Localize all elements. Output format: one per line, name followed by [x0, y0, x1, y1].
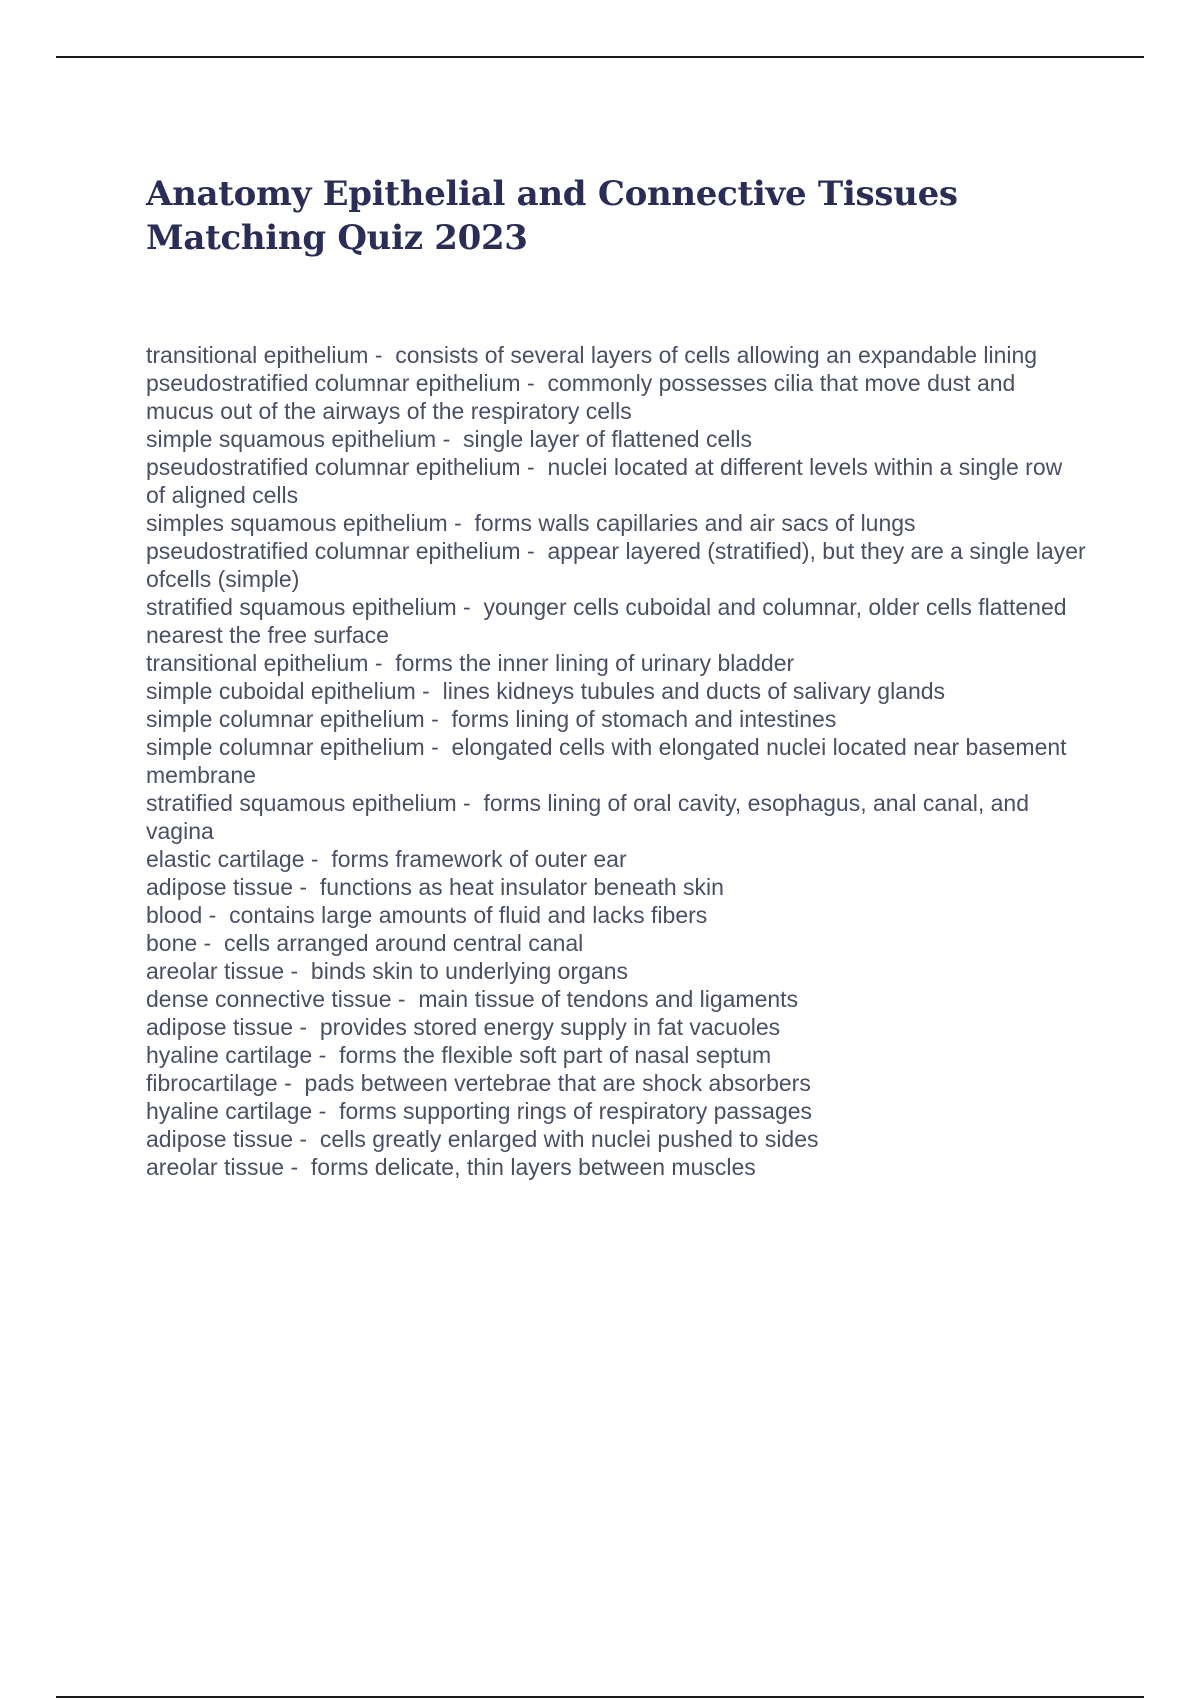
definition: contains large amounts of fluid and lacks fibers — [229, 902, 708, 928]
term: adipose tissue — [146, 1014, 294, 1040]
definition: forms walls capillaries and air sacs of lungs — [474, 510, 916, 536]
definition: main tissue of tendons and ligaments — [418, 986, 799, 1012]
list-item — [146, 1153, 1086, 1181]
list-item — [146, 1069, 1086, 1097]
separator: - — [202, 902, 230, 928]
definition: consists of several layers of cells allowing an expandable lining — [395, 342, 1038, 368]
definition: nuclei located at different levels within a single row of aligned cells — [146, 454, 1063, 508]
definition: pads between vertebrae that are shock absorbers — [304, 1070, 811, 1096]
term: hyaline cartilage — [146, 1098, 313, 1124]
definition: younger cells cuboidal and columnar, older cells flattened nearest the free surface — [146, 594, 1067, 648]
term: simple columnar epithelium — [146, 706, 425, 732]
list-item — [146, 593, 1086, 649]
definition: provides stored energy supply in fat vacuoles — [319, 1014, 781, 1040]
list-item — [146, 957, 1086, 985]
list-item — [146, 341, 1086, 369]
separator: - — [520, 370, 548, 396]
list-item — [146, 789, 1086, 845]
separator: - — [284, 1154, 311, 1180]
definition: lines kidneys tubules and ducts of salivary glands — [442, 678, 946, 704]
separator: - — [312, 1042, 340, 1068]
list-item — [146, 929, 1086, 957]
list-item — [146, 901, 1086, 929]
list-item — [146, 985, 1086, 1013]
definition: forms lining of oral cavity, esophagus, anal canal, and vagina — [146, 790, 1030, 844]
separator: - — [447, 510, 475, 536]
term: transitional epithelium — [146, 342, 369, 368]
list-item — [146, 1013, 1086, 1041]
term: simple squamous epithelium — [146, 426, 437, 452]
top-rule — [56, 56, 1144, 58]
definition: single layer of flattened cells — [463, 426, 752, 452]
term: fibrocartilage — [146, 1070, 278, 1096]
term: pseudostratified columnar epithelium — [146, 454, 521, 480]
list-item — [146, 677, 1086, 705]
definition: forms the flexible soft part of nasal septum — [339, 1042, 772, 1068]
separator: - — [293, 874, 320, 900]
definition: elongated cells with elongated nuclei located near basement membrane — [146, 734, 1067, 788]
separator: - — [312, 1098, 340, 1124]
list-item — [146, 1041, 1086, 1069]
term: simples squamous epithelium — [146, 510, 448, 536]
term: transitional epithelium — [146, 650, 369, 676]
separator: - — [520, 538, 548, 564]
definition: appear layered (stratified), but they are a single layer ofcells (simple) — [146, 538, 1086, 592]
list-item — [146, 705, 1086, 733]
term: simple columnar epithelium — [146, 734, 425, 760]
definition: binds skin to underlying organs — [310, 958, 629, 984]
definition: forms lining of stomach and intestines — [451, 706, 837, 732]
separator: - — [520, 454, 548, 480]
term: adipose tissue — [146, 1126, 294, 1152]
definition: cells greatly enlarged with nuclei pushed to sides — [319, 1126, 819, 1152]
separator: - — [197, 930, 225, 956]
separator: - — [284, 958, 311, 984]
separator: - — [368, 342, 396, 368]
list-item — [146, 369, 1086, 425]
separator: - — [415, 678, 443, 704]
term: pseudostratified columnar epithelium — [146, 370, 521, 396]
separator: - — [293, 1126, 320, 1152]
term: simple cuboidal epithelium — [146, 678, 416, 704]
document-title: Anatomy Epithelial and Connective Tissues Matching Quiz 2023 — [146, 174, 958, 258]
list-item — [146, 873, 1086, 901]
term: bone — [146, 930, 198, 956]
term: areolar tissue — [146, 1154, 285, 1180]
term: dense connective tissue — [146, 986, 392, 1012]
term: stratified squamous epithelium — [146, 594, 457, 620]
term: pseudostratified columnar epithelium — [146, 538, 521, 564]
list-item — [146, 733, 1086, 789]
definition: forms delicate, thin layers between muscles — [310, 1154, 756, 1180]
term: areolar tissue — [146, 958, 285, 984]
separator: - — [436, 426, 464, 452]
term: blood — [146, 902, 203, 928]
term: adipose tissue — [146, 874, 294, 900]
separator: - — [456, 594, 484, 620]
term: elastic cartilage — [146, 846, 305, 872]
separator: - — [391, 986, 419, 1012]
separator: - — [424, 734, 452, 760]
list-item — [146, 649, 1086, 677]
list-item — [146, 509, 1086, 537]
definition: cells arranged around central canal — [224, 930, 584, 956]
separator: - — [424, 706, 452, 732]
definition: functions as heat insulator beneath skin — [319, 874, 724, 900]
separator: - — [304, 846, 332, 872]
term: hyaline cartilage — [146, 1042, 313, 1068]
separator: - — [456, 790, 484, 816]
separator: - — [277, 1070, 305, 1096]
definition: forms supporting rings of respiratory passages — [339, 1098, 813, 1124]
term-definition-list — [146, 341, 1086, 1181]
list-item — [146, 425, 1086, 453]
list-item — [146, 1097, 1086, 1125]
definition: forms the inner lining of urinary bladder — [395, 650, 795, 676]
separator: - — [368, 650, 396, 676]
list-item — [146, 845, 1086, 873]
list-item — [146, 1125, 1086, 1153]
term: stratified squamous epithelium — [146, 790, 457, 816]
separator: - — [293, 1014, 320, 1040]
bottom-rule — [56, 1696, 1144, 1698]
list-item — [146, 537, 1086, 593]
definition: forms framework of outer ear — [331, 846, 627, 872]
list-item — [146, 453, 1086, 509]
definition: commonly possesses cilia that move dust and mucus out of the airways of the respiratory cells — [146, 370, 1016, 424]
